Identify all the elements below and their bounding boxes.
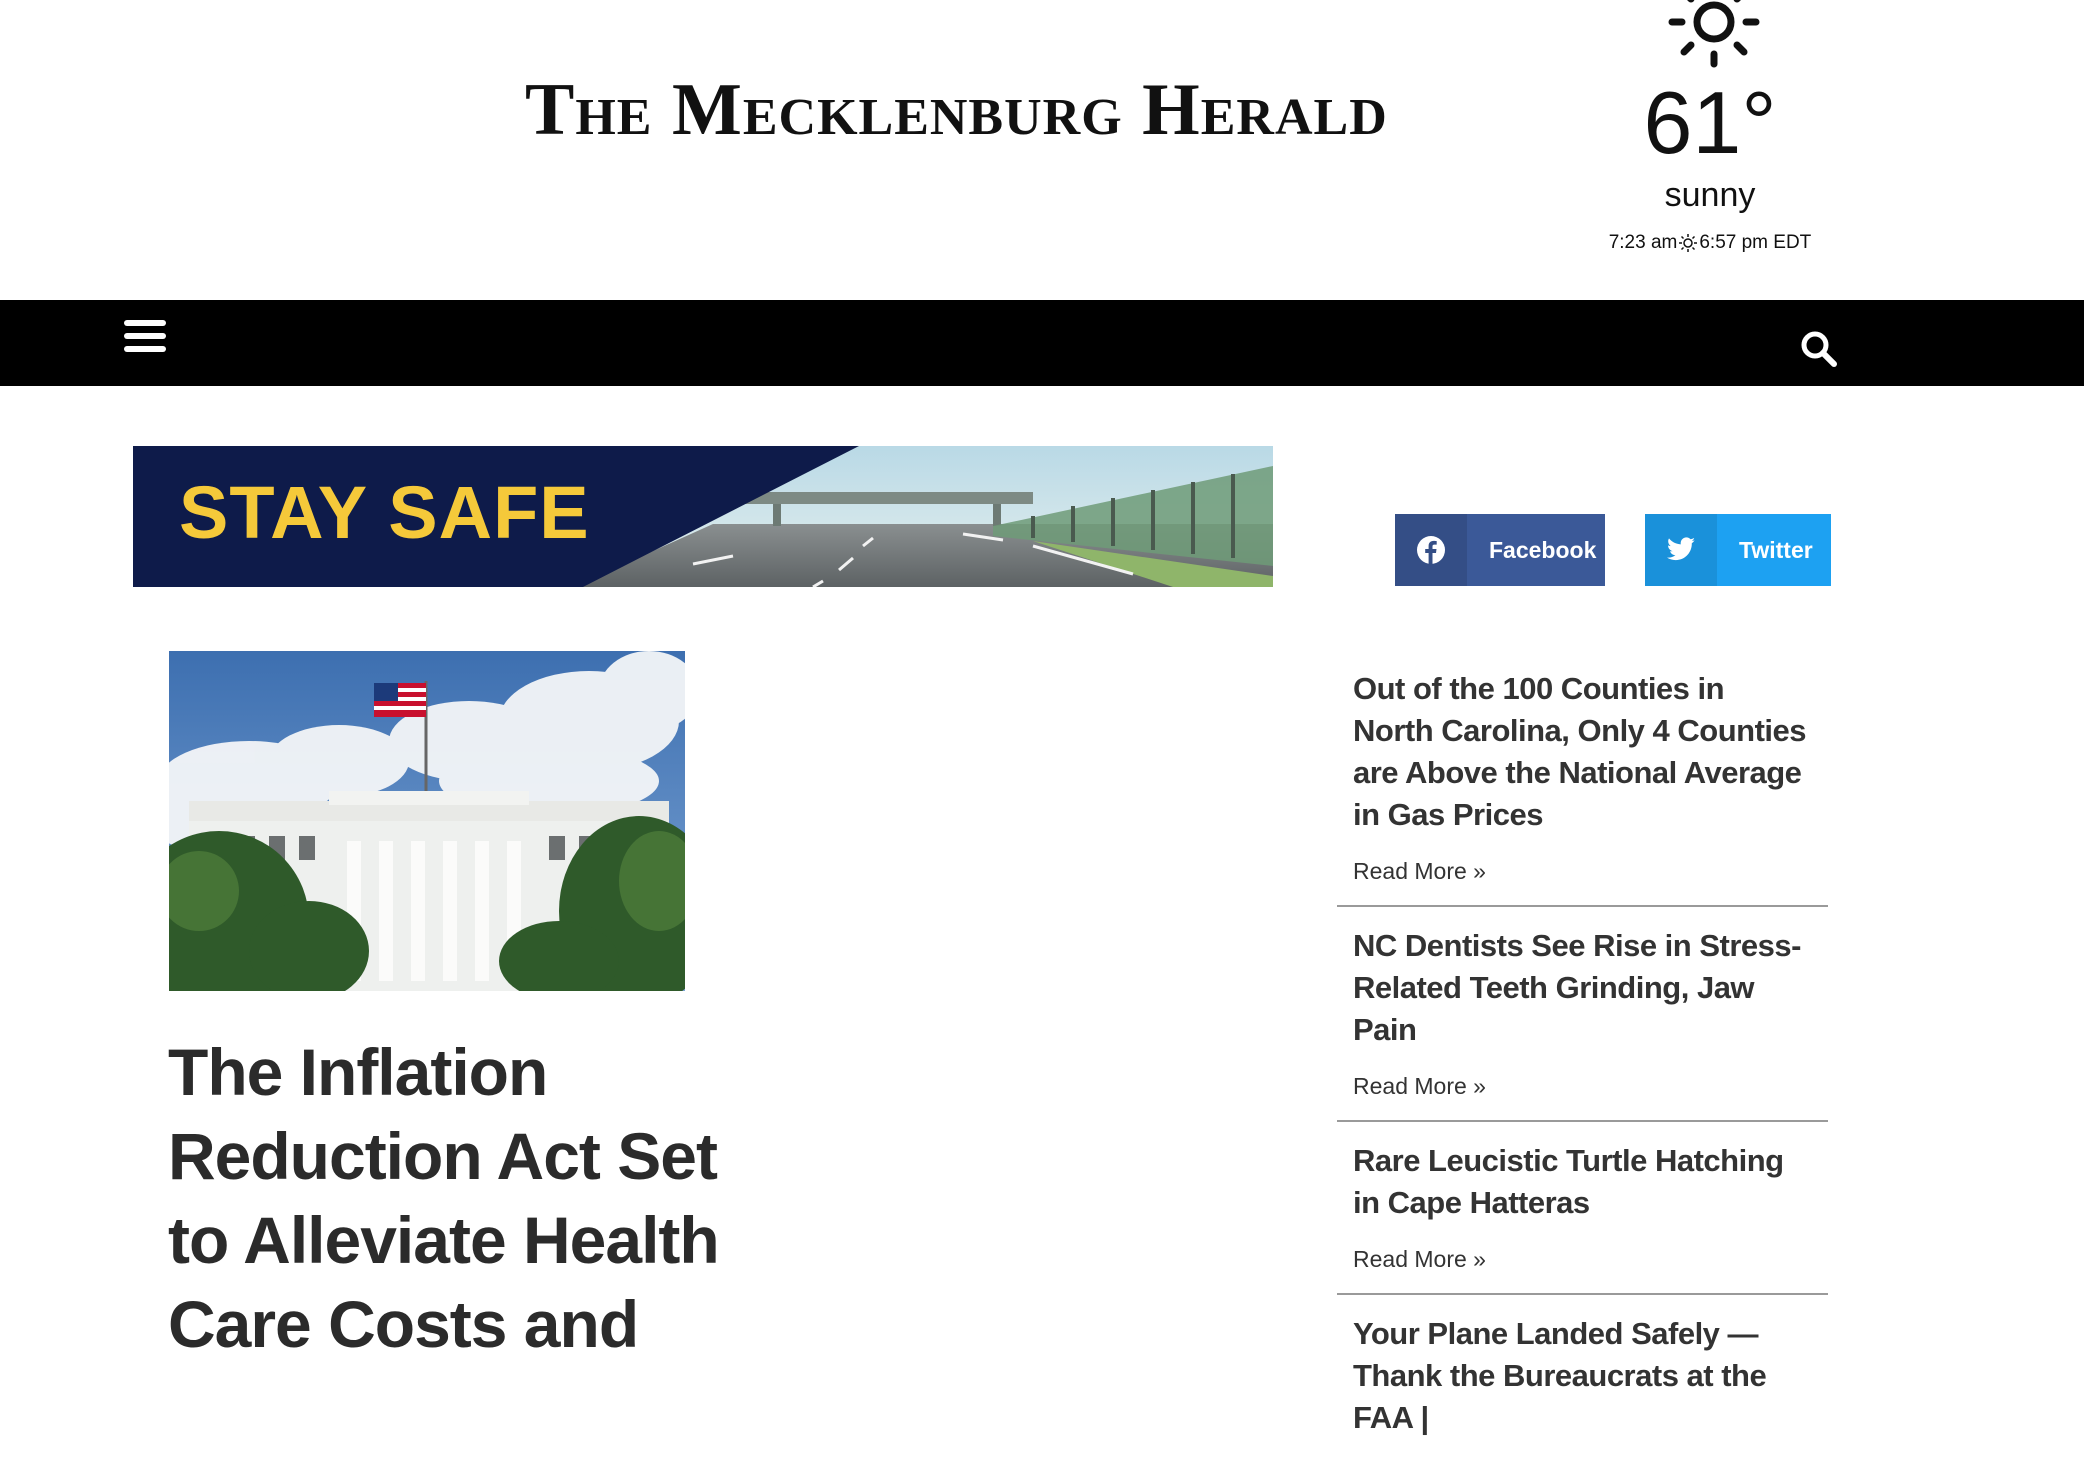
weather-temperature: 61°: [1643, 73, 1777, 172]
weather-condition: sunny: [1664, 176, 1756, 214]
main-navbar: [0, 300, 2084, 386]
sunrise-time: 7:23 am: [1608, 232, 1678, 253]
sunset-time: 6:57 pm EDT: [1699, 232, 1812, 253]
hamburger-menu-icon[interactable]: [124, 320, 166, 354]
sidebar-post-title[interactable]: Out of the 100 Counties in North Carolina, Only 4 Counties are Above the National Average in Gas Prices: [1353, 671, 1806, 832]
sidebar-post: [1337, 1295, 1828, 1459]
sidebar-post-title[interactable]: Your Plane Landed Safely — Thank the Bureaucrats at the FAA |: [1353, 1316, 1767, 1435]
twitter-share-button[interactable]: [1645, 514, 1831, 586]
article-image-white-house[interactable]: [169, 651, 685, 991]
sidebar-post-title[interactable]: NC Dentists See Rise in Stress-Related Teeth Grinding, Jaw Pain: [1353, 928, 1801, 1047]
stay-safe-banner-ad[interactable]: [133, 446, 1273, 587]
main-article-title[interactable]: The Inflation Reduction Act Set to Alleviate Health Care Costs and: [168, 1035, 719, 1361]
sun-times: [1560, 232, 1860, 254]
sidebar-post: [1337, 650, 1828, 907]
search-icon[interactable]: [1800, 330, 1838, 368]
small-sun-icon: [1679, 234, 1697, 252]
read-more-link[interactable]: Read More »: [1353, 1246, 1486, 1272]
twitter-share-label: Twitter: [1739, 536, 1813, 563]
facebook-share-label: Facebook: [1489, 536, 1597, 563]
read-more-link[interactable]: Read More »: [1353, 858, 1486, 884]
twitter-icon: [1645, 514, 1717, 586]
banner-headline: STAY SAFE: [179, 471, 590, 554]
sun-icon: [1666, 0, 1762, 70]
weather-widget: [1560, 0, 1860, 270]
facebook-icon: [1395, 514, 1467, 586]
sidebar-post-title[interactable]: Rare Leucistic Turtle Hatching in Cape Hatteras: [1353, 1143, 1784, 1220]
site-header: [0, 0, 2084, 300]
sidebar-post: [1337, 907, 1828, 1122]
read-more-link[interactable]: Read More »: [1353, 1073, 1486, 1099]
sidebar-post: [1337, 1122, 1828, 1295]
sidebar-recent-posts: [1337, 650, 1828, 1459]
facebook-share-button[interactable]: [1395, 514, 1605, 586]
site-masthead[interactable]: The Mecklenburg Herald: [525, 69, 1388, 151]
